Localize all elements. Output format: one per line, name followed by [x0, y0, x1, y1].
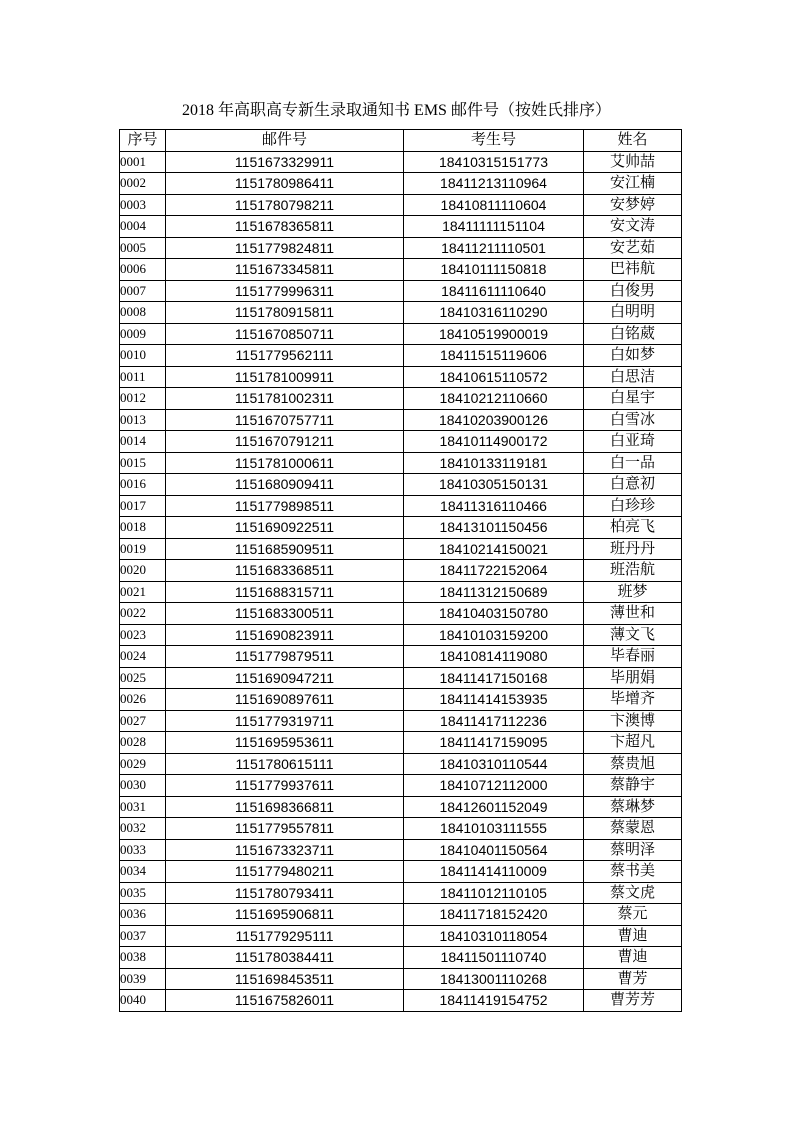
row-name: 安梦婷 — [584, 194, 682, 216]
row-name: 白明明 — [584, 302, 682, 324]
row-mail-number: 1151779295111 — [166, 925, 404, 947]
row-mail-number: 1151670850711 — [166, 323, 404, 345]
row-exam-number: 18410203900126 — [404, 409, 584, 431]
table-row — [120, 581, 682, 603]
row-name: 白亚琦 — [584, 431, 682, 453]
row-exam-number: 18411111151104 — [404, 216, 584, 238]
header-exam-number: 考生号 — [404, 130, 584, 152]
row-seq: 0037 — [120, 925, 166, 947]
row-name: 安艺茹 — [584, 237, 682, 259]
row-seq: 0028 — [120, 732, 166, 754]
row-mail-number: 1151780915811 — [166, 302, 404, 324]
row-name: 毕春丽 — [584, 646, 682, 668]
table-row — [120, 151, 682, 173]
table-row — [120, 882, 682, 904]
table-row — [120, 818, 682, 840]
row-exam-number: 18410310118054 — [404, 925, 584, 947]
row-mail-number: 1151673323711 — [166, 839, 404, 861]
table-row — [120, 388, 682, 410]
row-name: 白铭葳 — [584, 323, 682, 345]
row-mail-number: 1151781009911 — [166, 366, 404, 388]
row-exam-number: 18411211110501 — [404, 237, 584, 259]
row-exam-number: 18411611110640 — [404, 280, 584, 302]
table-body — [120, 151, 682, 1011]
table-row — [120, 947, 682, 969]
row-exam-number: 18412601152049 — [404, 796, 584, 818]
row-seq: 0019 — [120, 538, 166, 560]
row-seq: 0024 — [120, 646, 166, 668]
row-seq: 0005 — [120, 237, 166, 259]
row-name: 安江楠 — [584, 173, 682, 195]
table-header — [120, 130, 682, 152]
table-row — [120, 603, 682, 625]
row-mail-number: 1151688315711 — [166, 581, 404, 603]
row-name: 白如梦 — [584, 345, 682, 367]
row-name: 毕增齐 — [584, 689, 682, 711]
row-exam-number: 18411414110009 — [404, 861, 584, 883]
row-seq: 0038 — [120, 947, 166, 969]
row-name: 班浩航 — [584, 560, 682, 582]
row-seq: 0004 — [120, 216, 166, 238]
ems-list-table — [119, 129, 682, 1012]
row-mail-number: 1151698453511 — [166, 968, 404, 990]
row-mail-number: 1151683300511 — [166, 603, 404, 625]
row-seq: 0001 — [120, 151, 166, 173]
table-row — [120, 194, 682, 216]
row-seq: 0016 — [120, 474, 166, 496]
row-seq: 0008 — [120, 302, 166, 324]
table-row — [120, 732, 682, 754]
table-row — [120, 990, 682, 1012]
table-row — [120, 667, 682, 689]
row-seq: 0013 — [120, 409, 166, 431]
row-name: 白珍珍 — [584, 495, 682, 517]
row-exam-number: 18411012110105 — [404, 882, 584, 904]
row-mail-number: 1151698366811 — [166, 796, 404, 818]
table-row — [120, 409, 682, 431]
row-mail-number: 1151673329911 — [166, 151, 404, 173]
table-row — [120, 345, 682, 367]
row-exam-number: 18411213110964 — [404, 173, 584, 195]
row-exam-number: 18410315151773 — [404, 151, 584, 173]
row-name: 卞超凡 — [584, 732, 682, 754]
row-seq: 0006 — [120, 259, 166, 281]
row-name: 卞澳博 — [584, 710, 682, 732]
row-seq: 0012 — [120, 388, 166, 410]
row-mail-number: 1151779937611 — [166, 775, 404, 797]
row-seq: 0011 — [120, 366, 166, 388]
row-name: 蔡贵旭 — [584, 753, 682, 775]
row-seq: 0036 — [120, 904, 166, 926]
row-mail-number: 1151780986411 — [166, 173, 404, 195]
row-mail-number: 1151779898511 — [166, 495, 404, 517]
row-seq: 0022 — [120, 603, 166, 625]
row-exam-number: 18411419154752 — [404, 990, 584, 1012]
document-title: 2018 年高职高专新生录取通知书 EMS 邮件号（按姓氏排序） — [182, 102, 611, 119]
row-mail-number: 1151675826011 — [166, 990, 404, 1012]
row-seq: 0003 — [120, 194, 166, 216]
table-row — [120, 861, 682, 883]
table-row — [120, 624, 682, 646]
row-seq: 0015 — [120, 452, 166, 474]
row-exam-number: 18411417159095 — [404, 732, 584, 754]
row-mail-number: 1151683368511 — [166, 560, 404, 582]
row-name: 曹迪 — [584, 947, 682, 969]
row-mail-number: 1151780798211 — [166, 194, 404, 216]
row-exam-number: 18410212110660 — [404, 388, 584, 410]
row-mail-number: 1151779824811 — [166, 237, 404, 259]
table-row — [120, 216, 682, 238]
row-seq: 0009 — [120, 323, 166, 345]
row-seq: 0033 — [120, 839, 166, 861]
row-name: 蔡书美 — [584, 861, 682, 883]
row-mail-number: 1151695906811 — [166, 904, 404, 926]
row-exam-number: 18410133119181 — [404, 452, 584, 474]
table-row — [120, 452, 682, 474]
row-mail-number: 1151779879511 — [166, 646, 404, 668]
row-name: 曹迪 — [584, 925, 682, 947]
table-row — [120, 775, 682, 797]
row-name: 蔡静宇 — [584, 775, 682, 797]
row-mail-number: 1151670757711 — [166, 409, 404, 431]
row-exam-number: 18411722152064 — [404, 560, 584, 582]
table-row — [120, 280, 682, 302]
row-seq: 0007 — [120, 280, 166, 302]
row-name: 白雪冰 — [584, 409, 682, 431]
table-row — [120, 560, 682, 582]
row-exam-number: 18411417112236 — [404, 710, 584, 732]
row-mail-number: 1151779996311 — [166, 280, 404, 302]
row-exam-number: 18411414153935 — [404, 689, 584, 711]
table-row — [120, 968, 682, 990]
row-name: 蔡元 — [584, 904, 682, 926]
row-mail-number: 1151779562111 — [166, 345, 404, 367]
row-seq: 0032 — [120, 818, 166, 840]
row-mail-number: 1151690922511 — [166, 517, 404, 539]
row-name: 班梦 — [584, 581, 682, 603]
row-exam-number: 18410111150818 — [404, 259, 584, 281]
table-row — [120, 431, 682, 453]
row-mail-number: 1151690897611 — [166, 689, 404, 711]
row-exam-number: 18411417150168 — [404, 667, 584, 689]
table-row — [120, 538, 682, 560]
row-mail-number: 1151670791211 — [166, 431, 404, 453]
row-exam-number: 18410401150564 — [404, 839, 584, 861]
row-seq: 0031 — [120, 796, 166, 818]
row-name: 安文涛 — [584, 216, 682, 238]
row-name: 白意初 — [584, 474, 682, 496]
row-seq: 0027 — [120, 710, 166, 732]
header-seq: 序号 — [120, 130, 166, 152]
table-row — [120, 495, 682, 517]
row-mail-number: 1151779480211 — [166, 861, 404, 883]
row-mail-number: 1151779557811 — [166, 818, 404, 840]
row-exam-number: 18413001110268 — [404, 968, 584, 990]
row-exam-number: 18410519900019 — [404, 323, 584, 345]
row-name: 蔡琳梦 — [584, 796, 682, 818]
row-seq: 0026 — [120, 689, 166, 711]
table-row — [120, 474, 682, 496]
row-seq: 0030 — [120, 775, 166, 797]
row-exam-number: 18411501110740 — [404, 947, 584, 969]
row-seq: 0029 — [120, 753, 166, 775]
row-seq: 0014 — [120, 431, 166, 453]
row-name: 毕朋娟 — [584, 667, 682, 689]
row-name: 白思洁 — [584, 366, 682, 388]
row-name: 巴祎航 — [584, 259, 682, 281]
table-row — [120, 646, 682, 668]
table-row — [120, 904, 682, 926]
row-seq: 0025 — [120, 667, 166, 689]
row-seq: 0040 — [120, 990, 166, 1012]
row-mail-number: 1151780793411 — [166, 882, 404, 904]
row-seq: 0002 — [120, 173, 166, 195]
row-name: 曹芳芳 — [584, 990, 682, 1012]
row-mail-number: 1151678365811 — [166, 216, 404, 238]
row-mail-number: 1151690947211 — [166, 667, 404, 689]
header-mail-number: 邮件号 — [166, 130, 404, 152]
row-name: 白俊男 — [584, 280, 682, 302]
row-mail-number: 1151781000611 — [166, 452, 404, 474]
row-seq: 0023 — [120, 624, 166, 646]
row-name: 蔡文虎 — [584, 882, 682, 904]
row-seq: 0010 — [120, 345, 166, 367]
table-row — [120, 237, 682, 259]
row-name: 班丹丹 — [584, 538, 682, 560]
row-mail-number: 1151781002311 — [166, 388, 404, 410]
row-mail-number: 1151680909411 — [166, 474, 404, 496]
row-mail-number: 1151695953611 — [166, 732, 404, 754]
row-name: 蔡蒙恩 — [584, 818, 682, 840]
row-exam-number: 18410403150780 — [404, 603, 584, 625]
table-row — [120, 925, 682, 947]
row-seq: 0017 — [120, 495, 166, 517]
table-row — [120, 259, 682, 281]
table-row — [120, 753, 682, 775]
row-name: 薄世和 — [584, 603, 682, 625]
table-row — [120, 366, 682, 388]
row-exam-number: 18410712112000 — [404, 775, 584, 797]
row-exam-number: 18410615110572 — [404, 366, 584, 388]
row-seq: 0020 — [120, 560, 166, 582]
row-exam-number: 18411515119606 — [404, 345, 584, 367]
row-exam-number: 18410103111555 — [404, 818, 584, 840]
table-row — [120, 839, 682, 861]
row-seq: 0021 — [120, 581, 166, 603]
row-mail-number: 1151779319711 — [166, 710, 404, 732]
table-row — [120, 302, 682, 324]
row-name: 蔡明泽 — [584, 839, 682, 861]
row-name: 白一品 — [584, 452, 682, 474]
row-exam-number: 18410316110290 — [404, 302, 584, 324]
row-exam-number: 18410811110604 — [404, 194, 584, 216]
row-seq: 0018 — [120, 517, 166, 539]
table-row — [120, 796, 682, 818]
table-row — [120, 710, 682, 732]
row-exam-number: 18411718152420 — [404, 904, 584, 926]
header-row — [120, 130, 682, 152]
row-exam-number: 18410214150021 — [404, 538, 584, 560]
row-exam-number: 18410814119080 — [404, 646, 584, 668]
row-exam-number: 18410305150131 — [404, 474, 584, 496]
row-mail-number: 1151780384411 — [166, 947, 404, 969]
row-seq: 0035 — [120, 882, 166, 904]
row-mail-number: 1151673345811 — [166, 259, 404, 281]
row-name: 薄文飞 — [584, 624, 682, 646]
row-exam-number: 18410103159200 — [404, 624, 584, 646]
row-exam-number: 18411316110466 — [404, 495, 584, 517]
row-mail-number: 1151685909511 — [166, 538, 404, 560]
row-exam-number: 18413101150456 — [404, 517, 584, 539]
row-name: 柏亮飞 — [584, 517, 682, 539]
row-exam-number: 18411312150689 — [404, 581, 584, 603]
row-mail-number: 1151690823911 — [166, 624, 404, 646]
row-seq: 0039 — [120, 968, 166, 990]
table-row — [120, 689, 682, 711]
table-row — [120, 517, 682, 539]
table-row — [120, 323, 682, 345]
row-mail-number: 1151780615111 — [166, 753, 404, 775]
row-exam-number: 18410310110544 — [404, 753, 584, 775]
table-row — [120, 173, 682, 195]
header-name: 姓名 — [584, 130, 682, 152]
row-name: 曹芳 — [584, 968, 682, 990]
row-seq: 0034 — [120, 861, 166, 883]
row-exam-number: 18410114900172 — [404, 431, 584, 453]
row-name: 艾帅喆 — [584, 151, 682, 173]
row-name: 白星宇 — [584, 388, 682, 410]
